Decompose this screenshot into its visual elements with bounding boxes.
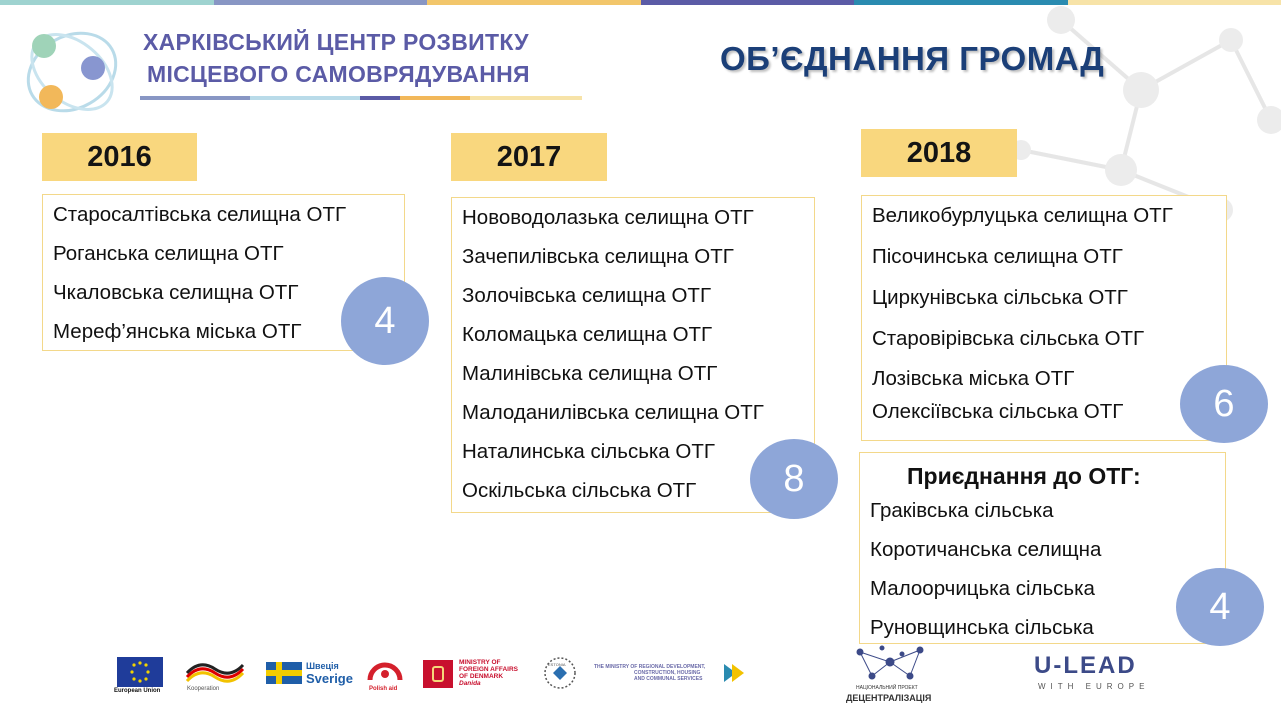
year-tag-2018: 2018 [861, 129, 1017, 177]
joining-box [859, 452, 1226, 644]
list-item: Пісочинська селищна ОТГ [872, 245, 1123, 268]
eu-flag-icon [117, 657, 163, 687]
count-badge-2018: 6 [1180, 365, 1268, 443]
list-item: Роганська селищна ОТГ [53, 242, 284, 265]
decentralization-network-icon [852, 642, 928, 682]
estonia-label: ESTONIA [548, 662, 566, 667]
list-item: Оскільська сільська ОТГ [462, 479, 697, 502]
org-name-line-1: ХАРКІВСЬКИЙ ЦЕНТР РОЗВИТКУ [143, 29, 529, 55]
ulead-tagline: WITH EUROPE [1038, 682, 1150, 691]
list-item: Коломацька селищна ОТГ [462, 323, 713, 346]
germany-ukraine-cooperation-icon [185, 657, 245, 685]
list-item: Зачепилівська селищна ОТГ [462, 245, 734, 268]
estonia-emblem-icon [542, 655, 578, 691]
list-box-2018 [861, 195, 1227, 441]
sweden-label-1: Швеція [306, 661, 339, 671]
ulead-logo: U-LEAD [1034, 652, 1137, 679]
list-item: Олексіївська сільська ОТГ [872, 400, 1124, 423]
kharkiv-center-logo-icon [16, 20, 122, 124]
giz-label: Kooperation [187, 686, 220, 692]
list-item: Руновщинська сільська [870, 616, 1094, 639]
list-item: Циркунівська сільська ОТГ [872, 286, 1128, 309]
list-item: Старосалтівська селищна ОТГ [53, 203, 347, 226]
partner-logos [0, 640, 1281, 720]
list-item: Наталинська сільська ОТГ [462, 440, 715, 463]
decentralization-label-2: ДЕЦЕНТРАЛІЗАЦІЯ [846, 693, 932, 703]
polish-aid-label: Polish aid [369, 686, 398, 692]
org-name-line-2: МІСЦЕВОГО САМОВРЯДУВАННЯ [147, 61, 530, 87]
list-item: Коротичанська селищна [870, 538, 1102, 561]
list-item: Малоданилівська селищна ОТГ [462, 401, 764, 424]
list-item: Лозівська міська ОТГ [872, 367, 1075, 390]
eu-label: European Union [114, 688, 161, 694]
sweden-flag-icon [266, 662, 302, 684]
list-item: Золочівська селищна ОТГ [462, 284, 712, 307]
org-underline [140, 96, 582, 100]
sweden-label-2: Sverige [306, 671, 353, 686]
list-item: Мереф’янська міська ОТГ [53, 320, 302, 343]
list-item: Великобурлуцька селищна ОТГ [872, 204, 1173, 227]
list-item: Чкаловська селищна ОТГ [53, 281, 299, 304]
list-item: Старовірівська сільська ОТГ [872, 327, 1145, 350]
denmark-label: MINISTRY OF FOREIGN AFFAIRS OF DENMARK Danida [459, 659, 518, 687]
joining-title: Приєднання до ОТГ: [907, 463, 1141, 489]
polish-aid-icon [366, 654, 404, 684]
page-title: ОБ’ЄДНАННЯ ГРОМАД [720, 40, 1105, 77]
list-item: Малинівська селищна ОТГ [462, 362, 718, 385]
count-badge-joining: 4 [1176, 568, 1264, 646]
count-badge-2016: 4 [341, 277, 429, 365]
organization-name [143, 26, 583, 90]
minregion-arrow-icon [722, 662, 746, 684]
decentralization-label-1: НАЦІОНАЛЬНИЙ ПРОЕКТ [856, 685, 918, 691]
year-tag-2016: 2016 [42, 133, 197, 181]
year-tag-2017: 2017 [451, 133, 607, 181]
list-item: Гракiвська сільська [870, 499, 1054, 522]
minregion-label: THE MINISTRY OF REGIONAL DEVELOPMENT, CONSTRUCTION, HOUSING AND COMMUNAL SERVICES [594, 664, 706, 682]
list-item: Малоорчицька сільська [870, 577, 1095, 600]
count-badge-2017: 8 [750, 439, 838, 519]
list-item: Нововодолазька селищна ОТГ [462, 206, 754, 229]
denmark-crest-icon [423, 660, 453, 688]
